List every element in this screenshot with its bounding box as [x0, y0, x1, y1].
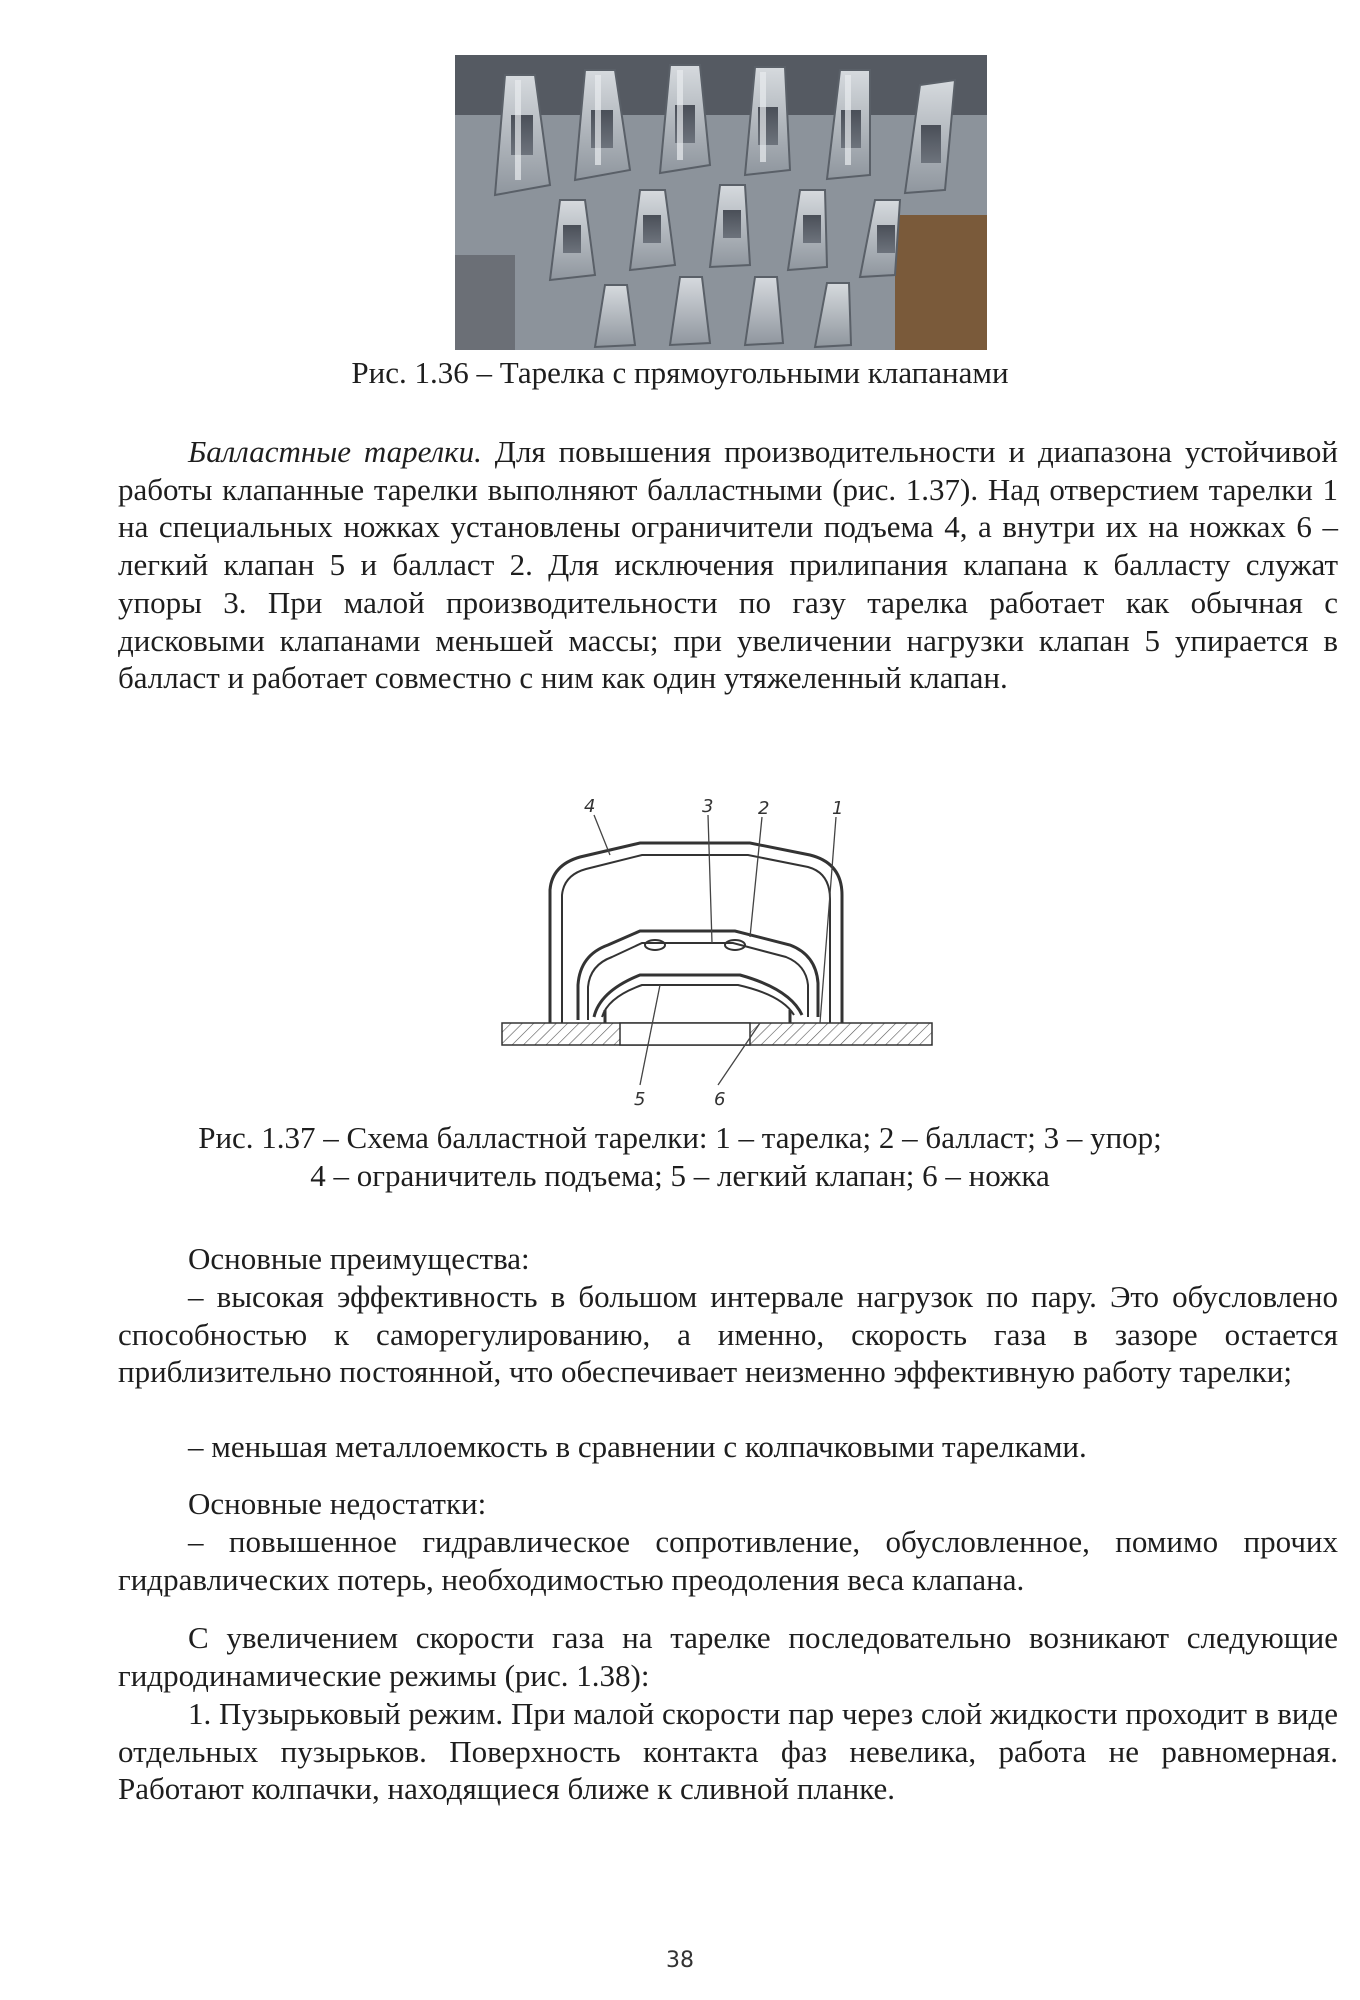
- label-6: 6: [714, 1089, 726, 1110]
- leg: [605, 1010, 790, 1023]
- ballast-tray-schematic: [490, 795, 950, 1110]
- ballast-tray-diagram: [490, 795, 950, 1110]
- lift-limiter: [550, 843, 842, 1023]
- disadvantage-item-1: – повышенное гидравлическое сопротивление, обусловленное, помимо прочих гидравлических потерь, необходимостью преодоления веса клапана.: [118, 1524, 1338, 1597]
- ballast-trays-text: Для повышения производительности и диапазона устойчивой работы клапанные тарелки выполняют балластными (рис. 1.37). Над отверстием тарелки 1 на специальных ножках установлены ограничители подъема 4, а внутри их на ножках 6 – легкий клапан 5 и балласт 2. Для исключения прилипания клапана к балласту служат упоры 3. При малой производительности по газу тарелка работает как обычная с дисковыми клапанами меньшей массы; при увеличении нагрузки клапан 5 упирается в балласт и работает совместно с ним как один утяжеленный клапан.: [118, 434, 1339, 696]
- label-2: 2: [758, 798, 770, 819]
- label-4: 4: [584, 796, 596, 817]
- advantage-item-1: – высокая эффективность в большом интервале нагрузок по пару. Это обусловлено способностью к саморегулированию, а именно, скорость газа в зазоре остается приблизительно постоянной, что обеспечивает неизменно эффективную работу тарелки;: [118, 1279, 1338, 1390]
- figure-1-36-caption: Рис. 1.36 – Тарелка с прямоугольными клапанами: [351, 355, 1009, 390]
- stop: [645, 940, 665, 950]
- label-5: 5: [634, 1089, 646, 1110]
- modes-intro: С увеличением скорости газа на тарелке последовательно возникают следующие гидродинамические режимы (рис. 1.38):: [118, 1620, 1338, 1693]
- advantage-item-2: – меньшая металлоемкость в сравнении с колпачковыми тарелками.: [188, 1429, 1087, 1464]
- tray-photo: [455, 55, 987, 350]
- label-3: 3: [702, 796, 714, 817]
- mode-1-bubble: 1. Пузырьковый режим. При малой скорости пар через слой жидкости проходит в виде отдельных пузырьков. Поверхность контакта фаз невелика, работа не равномерная. Работают колпачки, находящиеся ближе к сливной планке.: [118, 1696, 1338, 1807]
- advantages-heading: Основные преимущества:: [188, 1241, 530, 1276]
- figure-1-37-caption-line1: Рис. 1.37 – Схема балластной тарелки: 1 – тарелка; 2 – балласт; 3 – упор;: [198, 1120, 1162, 1155]
- disadvantages-heading: Основные недостатки:: [188, 1486, 487, 1521]
- figure-1-37-caption: [0, 1119, 1360, 1195]
- page-number: 38: [666, 1948, 694, 1973]
- ballast-trays-paragraph: [118, 433, 1338, 697]
- label-1: 1: [832, 798, 844, 819]
- ballast-trays-term: Балластные тарелки.: [188, 434, 482, 469]
- tray-photo-image: [455, 55, 987, 350]
- figure-1-37-caption-line2: 4 – ограничитель подъема; 5 – легкий клапан; 6 – ножка: [310, 1158, 1050, 1193]
